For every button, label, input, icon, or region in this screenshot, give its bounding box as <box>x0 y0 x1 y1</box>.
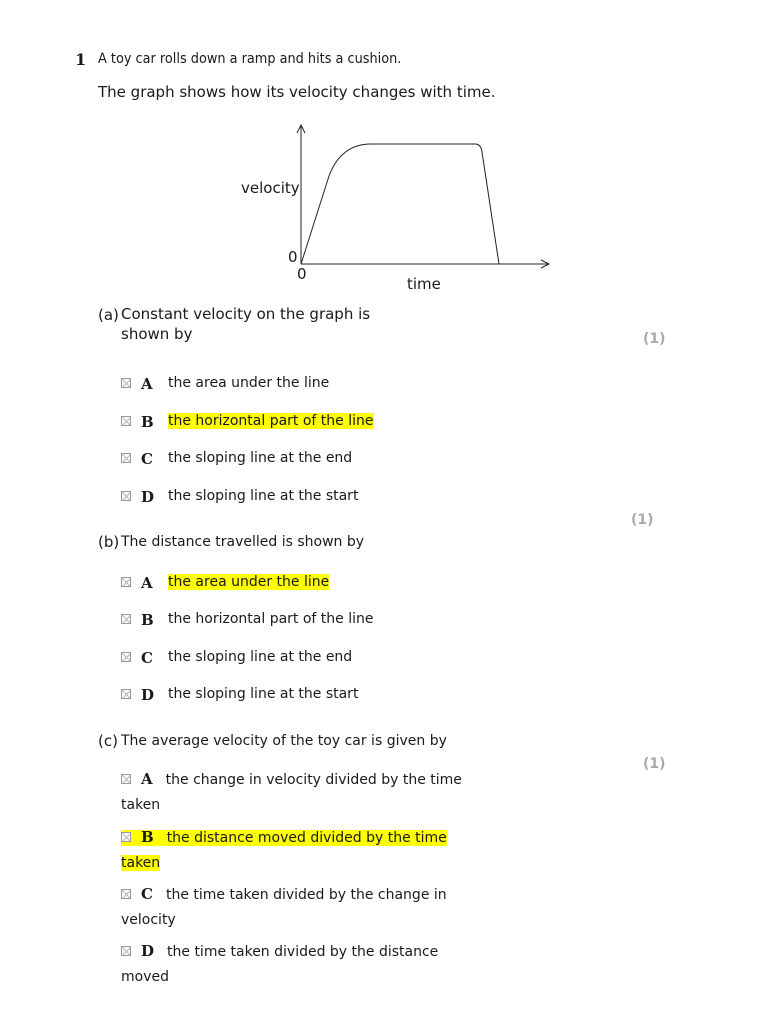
part-c-question: The average velocity of the toy car is given by <box>121 733 447 749</box>
part-b-question: The distance travelled is shown by <box>121 534 365 550</box>
checkbox-icon[interactable] <box>121 378 131 388</box>
part-a-marks: (1) <box>643 331 666 347</box>
checkbox-icon[interactable] <box>121 577 131 587</box>
part-c-option-b[interactable]: B the distance moved divided by the time taken <box>121 828 447 871</box>
checkbox-icon[interactable] <box>121 652 131 662</box>
part-b-label: (b) <box>98 533 120 551</box>
y-axis-label: velocity <box>241 179 300 197</box>
part-c-option-a[interactable]: A the change in velocity divided by the time taken <box>121 770 462 813</box>
x-axis-label: time <box>407 275 441 293</box>
checkbox-icon[interactable] <box>121 453 131 463</box>
part-c-label: (c) <box>98 732 118 750</box>
part-a-question: Constant velocity on the graph is shown by <box>121 305 371 343</box>
highlighted-answer: the area under the line <box>168 574 330 590</box>
checkbox-icon[interactable] <box>121 689 131 699</box>
velocity-time-graph <box>236 118 556 318</box>
checkbox-icon[interactable] <box>121 889 131 899</box>
highlighted-answer: the horizontal part of the line <box>168 413 374 429</box>
question-graph-description: The graph shows how its velocity changes with time. <box>98 83 496 101</box>
velocity-curve <box>301 144 499 264</box>
checkbox-icon[interactable] <box>121 832 131 842</box>
checkbox-icon[interactable] <box>121 614 131 624</box>
part-c-marks: (1) <box>643 756 666 772</box>
part-b-marks: (1) <box>631 512 654 528</box>
highlighted-answer: the distance moved divided by the time taken <box>121 830 447 871</box>
question-number: 1 <box>75 50 87 69</box>
part-a-label: (a) <box>98 306 119 324</box>
y-axis-origin-label: 0 <box>288 248 298 266</box>
question-intro: A toy car rolls down a ramp and hits a cushion. <box>98 51 402 67</box>
checkbox-icon[interactable] <box>121 416 131 426</box>
checkbox-icon[interactable] <box>121 774 131 784</box>
checkbox-icon[interactable] <box>121 491 131 501</box>
part-c-option-d[interactable]: D the time taken divided by the distance moved <box>121 942 439 985</box>
part-c-option-c[interactable]: C the time taken divided by the change in velocity <box>121 885 447 928</box>
x-axis-origin-label: 0 <box>297 265 307 283</box>
checkbox-icon[interactable] <box>121 946 131 956</box>
